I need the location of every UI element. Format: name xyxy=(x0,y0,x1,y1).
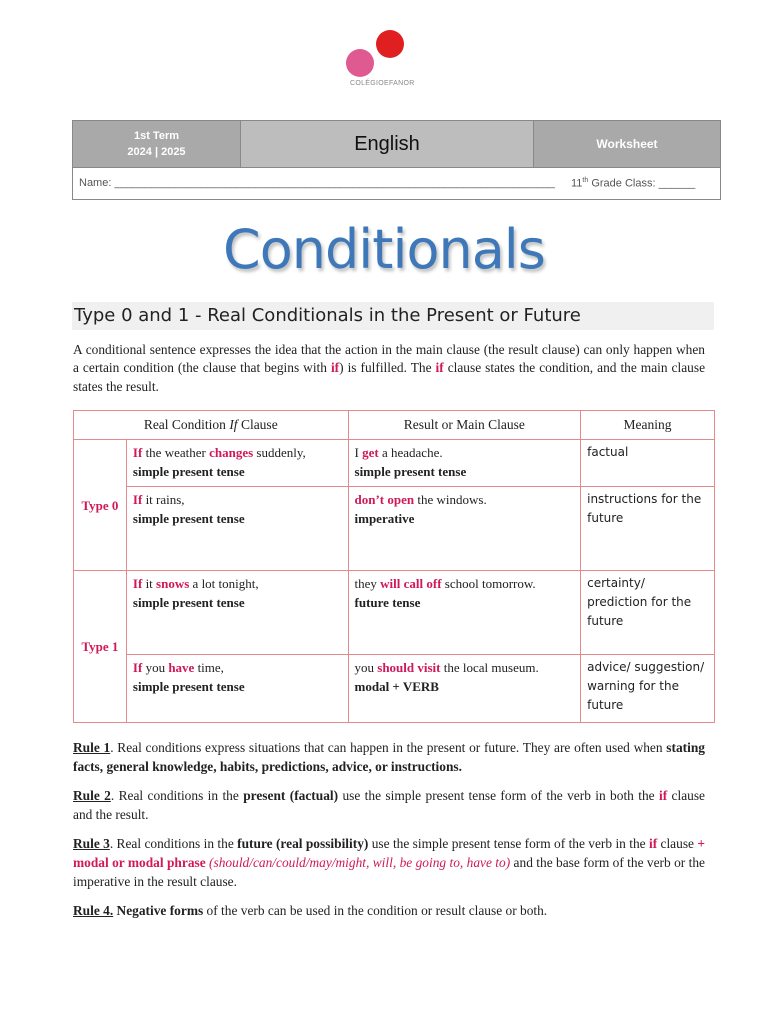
condition-tense: simple present tense xyxy=(132,595,245,610)
logo-red-dot xyxy=(376,30,404,58)
result-cell xyxy=(348,655,581,723)
result-verb: get xyxy=(362,445,379,460)
rule-4-label: Rule 4. xyxy=(73,903,114,918)
rule-3-modal: + modal or modal phrase xyxy=(73,836,705,870)
rule-4 xyxy=(73,901,705,920)
condition-text: the weather xyxy=(142,445,210,460)
rule-3-text: and the base form of the verb or the imperative in the result clause. xyxy=(73,855,705,889)
rule-3-text: . Real conditions in the xyxy=(109,836,238,851)
table-row xyxy=(74,440,715,487)
rule-3-label: Rule 3 xyxy=(73,836,110,851)
result-cell xyxy=(348,440,581,487)
rule-2-text: . Real conditions in the xyxy=(110,788,244,803)
school-logo xyxy=(346,30,422,90)
result-tense: future tense xyxy=(354,595,421,610)
rule-3-if: if xyxy=(648,836,658,851)
meaning-cell: factual xyxy=(581,440,715,487)
intro-if-1: if xyxy=(330,360,340,376)
result-tense: imperative xyxy=(354,511,415,526)
header-meaning: Meaning xyxy=(581,411,715,440)
condition-tense: simple present tense xyxy=(132,464,245,479)
header-result: Result or Main Clause xyxy=(348,411,581,440)
result-text: I xyxy=(354,445,363,460)
rule-2-if: if xyxy=(658,788,668,803)
result-verb: don’t open xyxy=(354,492,415,507)
rule-4-text: of the verb can be used in the condition or result clause or both. xyxy=(203,903,548,918)
result-cell xyxy=(348,571,581,655)
condition-cell xyxy=(126,571,348,655)
rule-1-text: . Real conditions express situations that can happen in the present or future. They are often used when xyxy=(110,740,667,755)
worksheet-header xyxy=(72,120,721,200)
rule-2-text: clause and the result. xyxy=(73,788,706,822)
rule-2 xyxy=(73,786,705,824)
intro-text-2: ) is fulfilled. The xyxy=(339,360,436,376)
table-row xyxy=(74,655,715,723)
header-bottom-row xyxy=(73,167,720,199)
if-word: If xyxy=(132,576,143,591)
rule-2-label: Rule 2 xyxy=(73,788,111,803)
intro-text-3: clause states the condition, and the main clause states the result. xyxy=(73,360,706,394)
if-word: If xyxy=(132,445,143,460)
table-row xyxy=(74,487,715,571)
intro-text-1: A conditional sentence expresses the idea that the action in the main clause (the result clause) can only happen when a certain condition (the clause that begins with xyxy=(73,342,705,376)
type1-label: Type 1 xyxy=(74,571,127,723)
if-word: If xyxy=(132,660,143,675)
rule-2-emphasis: present (factual) xyxy=(243,788,339,803)
result-text: you xyxy=(354,660,378,675)
header-condition-post: Clause xyxy=(237,417,278,432)
result-tense: simple present tense xyxy=(354,464,467,479)
section-heading: Type 0 and 1 - Real Conditionals in the Present or Future xyxy=(72,302,714,330)
condition-cell xyxy=(126,440,348,487)
result-text: the windows. xyxy=(414,492,487,507)
condition-text: you xyxy=(142,660,169,675)
condition-text: it rains, xyxy=(142,492,185,507)
result-text: a headache. xyxy=(378,445,443,460)
condition-text: time, xyxy=(194,660,224,675)
header-condition-if: If xyxy=(229,417,238,432)
result-verb: should visit xyxy=(377,660,441,675)
result-tense: modal + VERB xyxy=(354,679,439,694)
name-field[interactable]: Name: ________________________________________________________________________ xyxy=(79,177,555,189)
conditionals-table xyxy=(73,410,715,723)
result-text: the local museum. xyxy=(440,660,539,675)
rule-3-text: clause xyxy=(657,836,698,851)
condition-verb: snows xyxy=(156,576,190,591)
intro-paragraph xyxy=(73,341,705,396)
grade-class-label: Grade Class: ______ xyxy=(588,177,696,190)
condition-cell xyxy=(126,487,348,571)
condition-tense: simple present tense xyxy=(132,511,245,526)
rule-2-text: use the simple present tense form of the verb in both the xyxy=(338,788,659,803)
result-verb: will call off xyxy=(380,576,442,591)
term-line1: 1st Term xyxy=(133,130,180,142)
if-word: If xyxy=(132,492,143,507)
rule-4-emphasis: Negative forms xyxy=(116,903,204,918)
grade-number: 11 xyxy=(571,177,583,190)
rule-1-label: Rule 1 xyxy=(73,740,111,755)
meaning-cell: certainty/ prediction for the future xyxy=(581,571,715,655)
result-cell xyxy=(348,487,581,571)
condition-cell xyxy=(126,655,348,723)
intro-if-2: if xyxy=(435,360,444,376)
grade-suffix: th xyxy=(582,177,589,184)
table-header-row xyxy=(74,411,715,440)
page-title: Conditionals xyxy=(223,218,545,281)
logo-pink-dot xyxy=(346,49,374,77)
type0-label: Type 0 xyxy=(74,440,127,571)
condition-tense: simple present tense xyxy=(132,679,245,694)
term-cell xyxy=(73,121,241,167)
rule-3-modal-list: (should/can/could/may/might, will, be going to, have to) xyxy=(205,855,511,870)
subject-cell: English xyxy=(241,121,534,167)
rule-3-text: use the simple present tense form of the verb in the xyxy=(368,836,649,851)
header-top-row xyxy=(73,121,720,168)
rule-3-emphasis: future (real possibility) xyxy=(237,836,369,851)
result-text: they xyxy=(354,576,381,591)
doc-type-cell: Worksheet xyxy=(596,137,658,151)
rules-section xyxy=(73,738,705,930)
header-condition xyxy=(74,411,349,440)
rule-1-emphasis: stating facts, general knowledge, habits, predictions, advice, or instructions. xyxy=(73,740,705,774)
meaning-cell: instructions for the future xyxy=(581,487,715,571)
condition-verb: changes xyxy=(209,445,254,460)
rule-3 xyxy=(73,834,705,891)
header-condition-pre: Real Condition xyxy=(143,417,230,432)
table-row xyxy=(74,571,715,655)
grade-class-field[interactable] xyxy=(571,177,695,190)
condition-text: suddenly, xyxy=(253,445,306,460)
term-line2: 2024 | 2025 xyxy=(127,146,186,158)
condition-text: it xyxy=(142,576,157,591)
logo-text: COLÉGIOEFANOR xyxy=(350,80,415,87)
result-text: school tomorrow. xyxy=(441,576,536,591)
condition-verb: have xyxy=(168,660,195,675)
rule-1 xyxy=(73,738,705,776)
meaning-cell: advice/ suggestion/ warning for the future xyxy=(581,655,715,723)
condition-text: a lot tonight, xyxy=(189,576,259,591)
